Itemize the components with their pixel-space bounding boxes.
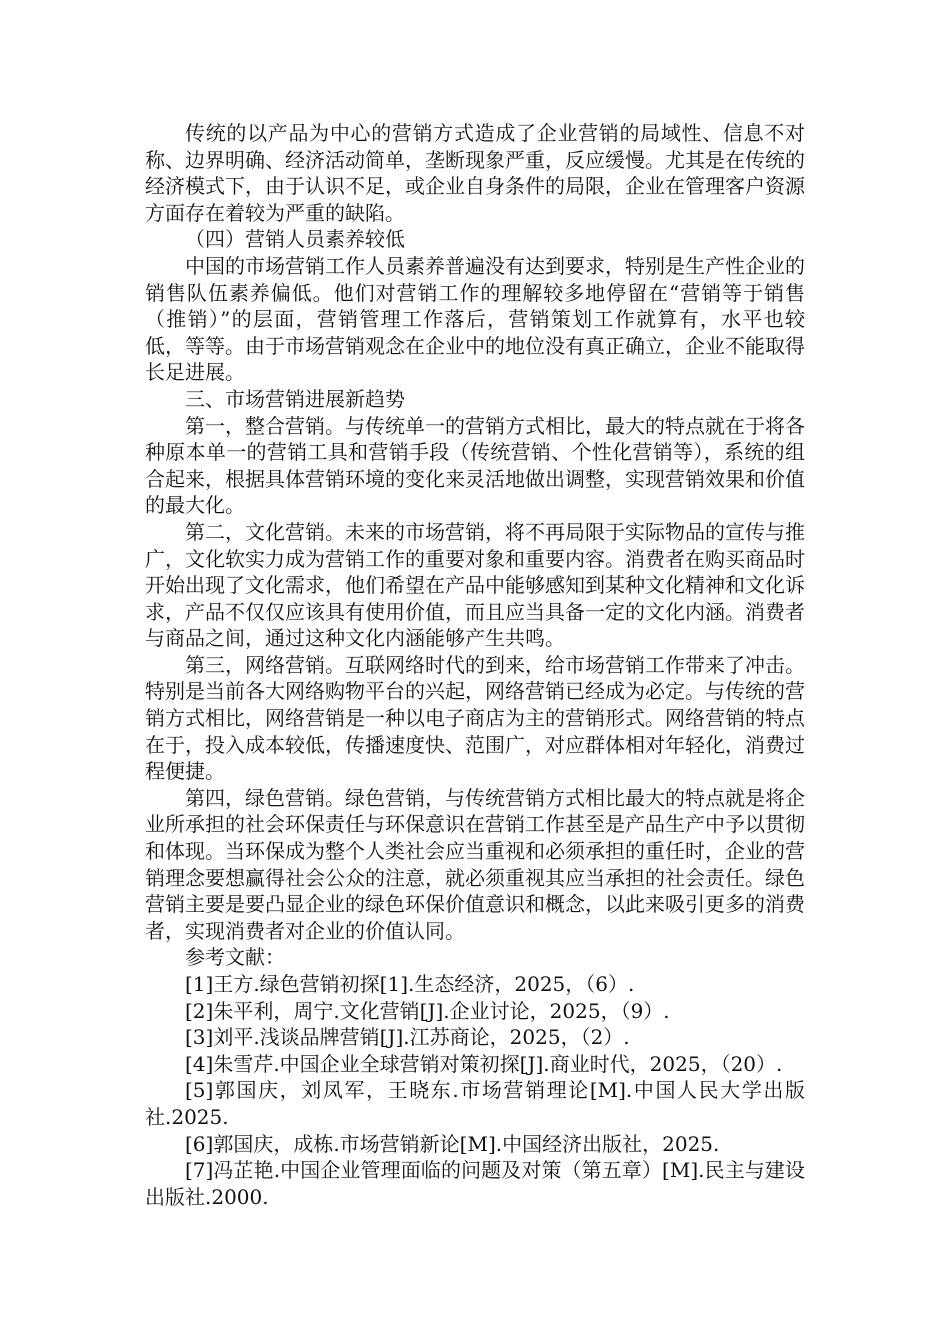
reference-item: [5]郭国庆，刘凤军，王晓东.市场营销理论[M].中国人民大学出版社.2025. [145, 1078, 805, 1129]
reference-item: [3]刘平.浅谈品牌营销[J].江苏商论，2025，（2）. [185, 1025, 630, 1050]
paragraph-cultural-marketing: 第二，文化营销。未来的市场营销，将不再局限于实际物品的宣传与推广，文化软实力成为营销工作的重要对象和重要内容。消费者在购买商品时开始出现了文化需求，他们希望在产品中能够感知到某种文化精神和文化诉求，产品不仅仅应该具有使用价值，而且应当具备一定的文化内涵。消费者与商品之间，通过这种文化内涵能够产生共鸣。 [145, 519, 805, 651]
document-page [145, 120, 805, 1210]
paragraph-integrated-marketing: 第一，整合营销。与传统单一的营销方式相比，最大的特点就在于将各种原本单一的营销工具和营销手段（传统营销、个性化营销等），系统的组合起来，根据具体营销环境的变化来灵活地做出调整，实现营销效果和价值的最大化。 [145, 413, 805, 518]
reference-item: [4]朱雪芹.中国企业全球营销对策初探[J].商业时代，2025，（20）. [185, 1051, 783, 1076]
reference-item: [1]王方.绿色营销初探[1].生态经济，2025，（6）. [185, 972, 635, 996]
references-section [145, 944, 805, 1210]
paragraph-staff-quality: 中国的市场营销工作人员素养普遍没有达到要求，特别是生产性企业的销售队伍素养偏低。他们对营销工作的理解较多地停留在“营销等于销售（推销）”的层面，营销管理工作落后，营销策划工作就算有，水平也较低，等等。由于市场营销观念在企业中的地位没有真正确立，企业不能取得长足进展。 [145, 253, 805, 385]
reference-item: [2]朱平利，周宁.文化营销[J].企业讨论，2025，（9）. [185, 998, 670, 1023]
section-heading-new-trends: 三、市场营销进展新趋势 [185, 386, 405, 411]
paragraph-green-marketing: 第四，绿色营销。绿色营销，与传统营销方式相比最大的特点就是将企业所承担的社会环保责任与环保意识在营销工作甚至是产品生产中予以贯彻和体现。当环保成为整个人类社会应当重视和必须承担的重任时，企业的营销理念要想赢得社会公众的注意，就必须重视其应当承担的社会责任。绿色营销主要是要凸显企业的绿色环保价值意识和概念，以此来吸引更多的消费者，实现消费者对企业的价值认同。 [145, 785, 805, 943]
reference-item: [7]冯芷艳.中国企业管理面临的问题及对策（第五章）[M].民主与建设出版社.2000. [145, 1158, 805, 1209]
section-heading-staff-quality: （四）营销人员素养较低 [185, 227, 405, 252]
paragraph-traditional-marketing: 传统的以产品为中心的营销方式造成了企业营销的局域性、信息不对称、边界明确、经济活动简单，垄断现象严重，反应缓慢。尤其是在传统的经济模式下，由于认识不足，或企业自身条件的局限，企业在管理客户资源方面存在着较为严重的缺陷。 [145, 121, 805, 225]
references-heading: 参考文献： [185, 945, 285, 970]
reference-item: [6]郭国庆，成栋.市场营销新论[M].中国经济出版社，2025. [185, 1131, 720, 1156]
paragraph-network-marketing: 第三，网络营销。互联网络时代的到来，给市场营销工作带来了冲击。特别是当前各大网络购物平台的兴起，网络营销已经成为必定。与传统的营销方式相比，网络营销是一种以电子商店为主的营销形式。网络营销的特点在于，投入成本较低，传播速度快、范围广，对应群体相对年轻化，消费过程便捷。 [145, 652, 805, 784]
